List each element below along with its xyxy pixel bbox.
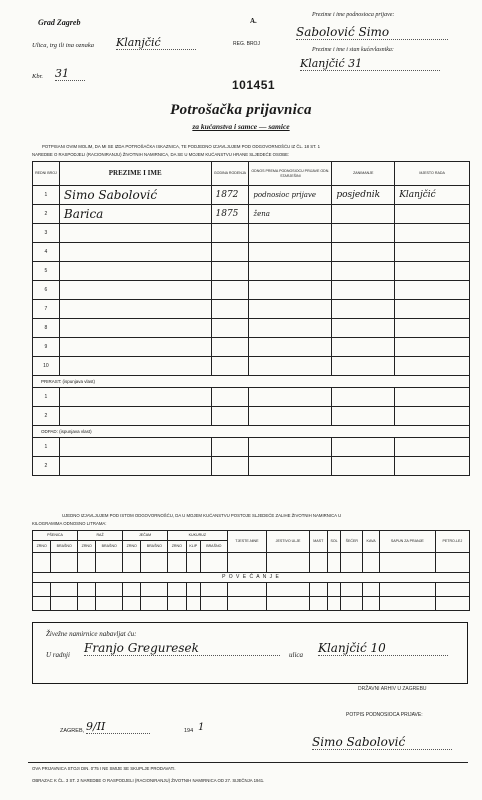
col-salt: SOL [327, 531, 340, 553]
person-relation [249, 262, 332, 281]
purchase-title: Živežne namirnice nabavljat ću: [46, 630, 137, 638]
person-birth-year: 1872 [211, 186, 249, 205]
person-name [59, 224, 211, 243]
sub-flour: BRAŠNO [200, 541, 227, 553]
col-coffee: KAVA [363, 531, 380, 553]
person-relation [249, 357, 332, 376]
person-occupation [332, 338, 395, 357]
person-relation [249, 243, 332, 262]
person-relation [249, 319, 332, 338]
archive-stamp: DRŽAVNI ARHIV U ZAGREBU [358, 686, 427, 692]
signature-value: Simo Sabolović [312, 735, 452, 750]
person-workplace [395, 319, 470, 338]
person-workplace [395, 243, 470, 262]
person-occupation: posjednik [332, 186, 395, 205]
sub-cob: KLIP [186, 541, 200, 553]
person-row-no: 1 [33, 186, 60, 205]
person-birth-year [211, 319, 249, 338]
person-relation [249, 224, 332, 243]
person-occupation [332, 243, 395, 262]
footer-divider [28, 762, 468, 763]
person-row [33, 300, 470, 319]
shop-label: U radnji [46, 651, 70, 659]
col-header-occupation: ZANIMANJE [332, 162, 395, 186]
form-subtitle: za kućanstva i samce — samice [192, 122, 290, 131]
place-label: ZAGREB, [60, 728, 85, 734]
col-lard: MAST [309, 531, 327, 553]
departure-row [33, 457, 470, 476]
person-workplace [395, 281, 470, 300]
col-pasta: TJESTE-NINE [227, 531, 267, 553]
stock-line-1: UJEDNO IZJAVLJUJEM POD ISTOM ODGOVORNOŠĆU, DA U MOJEM KUĆANSTVU POSTOJE SLJEDEĆE ZALIHE ŽIVOTNIH NAMIRNICA U [62, 513, 342, 518]
sub-flour: BRAŠNO [141, 541, 168, 553]
departure-row-no: 2 [33, 457, 60, 476]
group-wheat: PŠENICA [33, 531, 78, 541]
person-birth-year [211, 243, 249, 262]
street-value: Klanjčić [116, 36, 196, 50]
departure-row [33, 438, 470, 457]
tenant-value: Klanjčić 31 [300, 57, 440, 71]
city-label: Grad Zagreb [38, 18, 81, 27]
person-relation [249, 300, 332, 319]
person-workplace [395, 205, 470, 224]
increase-header-row [33, 573, 470, 583]
person-name: Simo Sabolović [59, 186, 211, 205]
person-row-no: 4 [33, 243, 60, 262]
applicant-label: Prezime i ime podnosioca prijave: [312, 12, 395, 18]
person-relation [249, 281, 332, 300]
intro-line-2: NAREDBE O RASPODJELI (RACIONIRANJU) ŽIVOTNIH NAMIRNICA, DA SE U MOJEM KUĆANSTVU HRANE SLJEDEĆE OSOBE: [32, 152, 290, 157]
person-name [59, 338, 211, 357]
increase-row [33, 597, 470, 611]
street-label: Ulica, trg ili ina oznaka [32, 42, 95, 49]
person-birth-year [211, 338, 249, 357]
group-rye: RAŽ [78, 531, 123, 541]
reg-number-label: REG. BROJ [233, 41, 260, 47]
person-relation: žena [249, 205, 332, 224]
person-name [59, 281, 211, 300]
form-number: 101451 [232, 78, 276, 92]
person-row-no: 2 [33, 205, 60, 224]
person-row-no: 9 [33, 338, 60, 357]
col-header-year: GODINA RODENJA [211, 162, 249, 186]
person-name [59, 243, 211, 262]
sub-grain: ZRNO [123, 541, 141, 553]
stock-line-2: KILOGRAMIMA ODNOSNO LITRAMA: [32, 521, 107, 526]
arrival-header-row [33, 376, 470, 388]
form-title: Potrošačka prijavnica [170, 102, 312, 118]
person-row-no: 8 [33, 319, 60, 338]
person-birth-year [211, 224, 249, 243]
sub-grain: ZRNO [33, 541, 51, 553]
person-occupation [332, 357, 395, 376]
departure-label: ODPAD: (ispunjava vlast) [33, 426, 470, 438]
sub-flour: BRAŠNO [96, 541, 123, 553]
person-occupation [332, 262, 395, 281]
person-row [33, 338, 470, 357]
house-number-label: Kbr. [32, 73, 44, 80]
arrival-row-no: 1 [33, 388, 60, 407]
stock-group-row [33, 531, 470, 541]
tenant-label: Prezime i ime i stan kućevlasnika: [312, 47, 394, 53]
person-name [59, 262, 211, 281]
sub-flour: BRAŠNO [51, 541, 78, 553]
person-birth-year [211, 262, 249, 281]
person-row [33, 281, 470, 300]
person-occupation [332, 281, 395, 300]
stock-value-row [33, 553, 470, 573]
person-name [59, 300, 211, 319]
price-note: OVA PRIJAVNICA STOJI DIN. 0'75 I NE SMIJE SE SKUPLJE PRODAVATI. [32, 766, 176, 771]
person-row-no: 5 [33, 262, 60, 281]
persons-header-row [33, 162, 470, 186]
person-row [33, 262, 470, 281]
sub-grain: ZRNO [78, 541, 96, 553]
person-row [33, 357, 470, 376]
person-workplace: Klanjčić [395, 186, 470, 205]
col-header-no: REDNI BROJ [33, 162, 60, 186]
col-header-workplace: MJESTO RADA [395, 162, 470, 186]
persons-table [32, 161, 470, 476]
person-row-no: 7 [33, 300, 60, 319]
person-row-no: 10 [33, 357, 60, 376]
col-header-name: PREZIME I IME [59, 162, 211, 186]
shop-value: Franjo Greguresek [84, 641, 280, 656]
col-petroleum: PETRO-LEJ [435, 531, 469, 553]
person-row-no: 3 [33, 224, 60, 243]
signature-label: POTPIS PODNOSIOCA PRIJAVE: [346, 712, 423, 718]
col-oil: JESTIVO ULJE [267, 531, 309, 553]
shop-street-label: ulica [289, 651, 303, 659]
arrival-label: PRIRAST: (ispunjava vlast) [33, 376, 470, 388]
group-corn: KUKURUZ [168, 531, 228, 541]
col-sugar: ŠEĆER [341, 531, 363, 553]
person-name [59, 357, 211, 376]
col-soap: SAPUN ZA PRANJE [379, 531, 435, 553]
person-name: Barica [59, 205, 211, 224]
person-row [33, 186, 470, 205]
arrival-row [33, 407, 470, 426]
person-occupation [332, 319, 395, 338]
series-letter: A. [250, 17, 257, 25]
person-workplace [395, 338, 470, 357]
person-row [33, 205, 470, 224]
stock-table [32, 530, 470, 611]
person-birth-year [211, 357, 249, 376]
arrival-row-no: 2 [33, 407, 60, 426]
year-value: 1 [198, 722, 205, 733]
person-relation [249, 338, 332, 357]
intro-line-1: POTPISANI OVIM MOLIM, DA MI SE IZDA POTROŠAČKA ISKAZNICA, TE PODJEDNO IZJAVLJUJEM POD ODGOVORNOŠĆU IZ ČL. 18 ST. 1 [42, 144, 320, 149]
sub-grain: ZRNO [168, 541, 186, 553]
person-row-no: 6 [33, 281, 60, 300]
regulation-note: OBRAZAC K ČL. 3 ST. 2 NAREDBE O RASPODJELI (RACIONIRANJU) ŽIVOTNIH NAMIRNICA OD 27. SIJEČNJA 1941. [32, 778, 265, 783]
person-workplace [395, 262, 470, 281]
person-occupation [332, 224, 395, 243]
person-row [33, 319, 470, 338]
person-birth-year [211, 281, 249, 300]
person-birth-year: 1875 [211, 205, 249, 224]
year-label: 194 [184, 728, 194, 734]
person-row [33, 243, 470, 262]
departure-row-no: 1 [33, 438, 60, 457]
person-name [59, 319, 211, 338]
increase-label: P O V E Ć A N J E [33, 573, 470, 583]
person-workplace [395, 300, 470, 319]
group-barley: JEČAM [123, 531, 168, 541]
increase-row [33, 583, 470, 597]
shop-street-value: Klanjčić 10 [318, 641, 448, 656]
applicant-value: Sabolović Simo [296, 25, 448, 40]
person-row [33, 224, 470, 243]
person-birth-year [211, 300, 249, 319]
person-workplace [395, 224, 470, 243]
departure-header-row [33, 426, 470, 438]
house-number-value: 31 [55, 67, 85, 81]
col-header-relation: ODNOS PREMA PODNOSIOCU PRIJAVE ODN. STARJEŠINI [249, 162, 332, 186]
person-occupation [332, 205, 395, 224]
person-workplace [395, 357, 470, 376]
arrival-row [33, 388, 470, 407]
person-occupation [332, 300, 395, 319]
person-relation: podnosioc prijave [249, 186, 332, 205]
date-value: 9/II [86, 720, 150, 734]
